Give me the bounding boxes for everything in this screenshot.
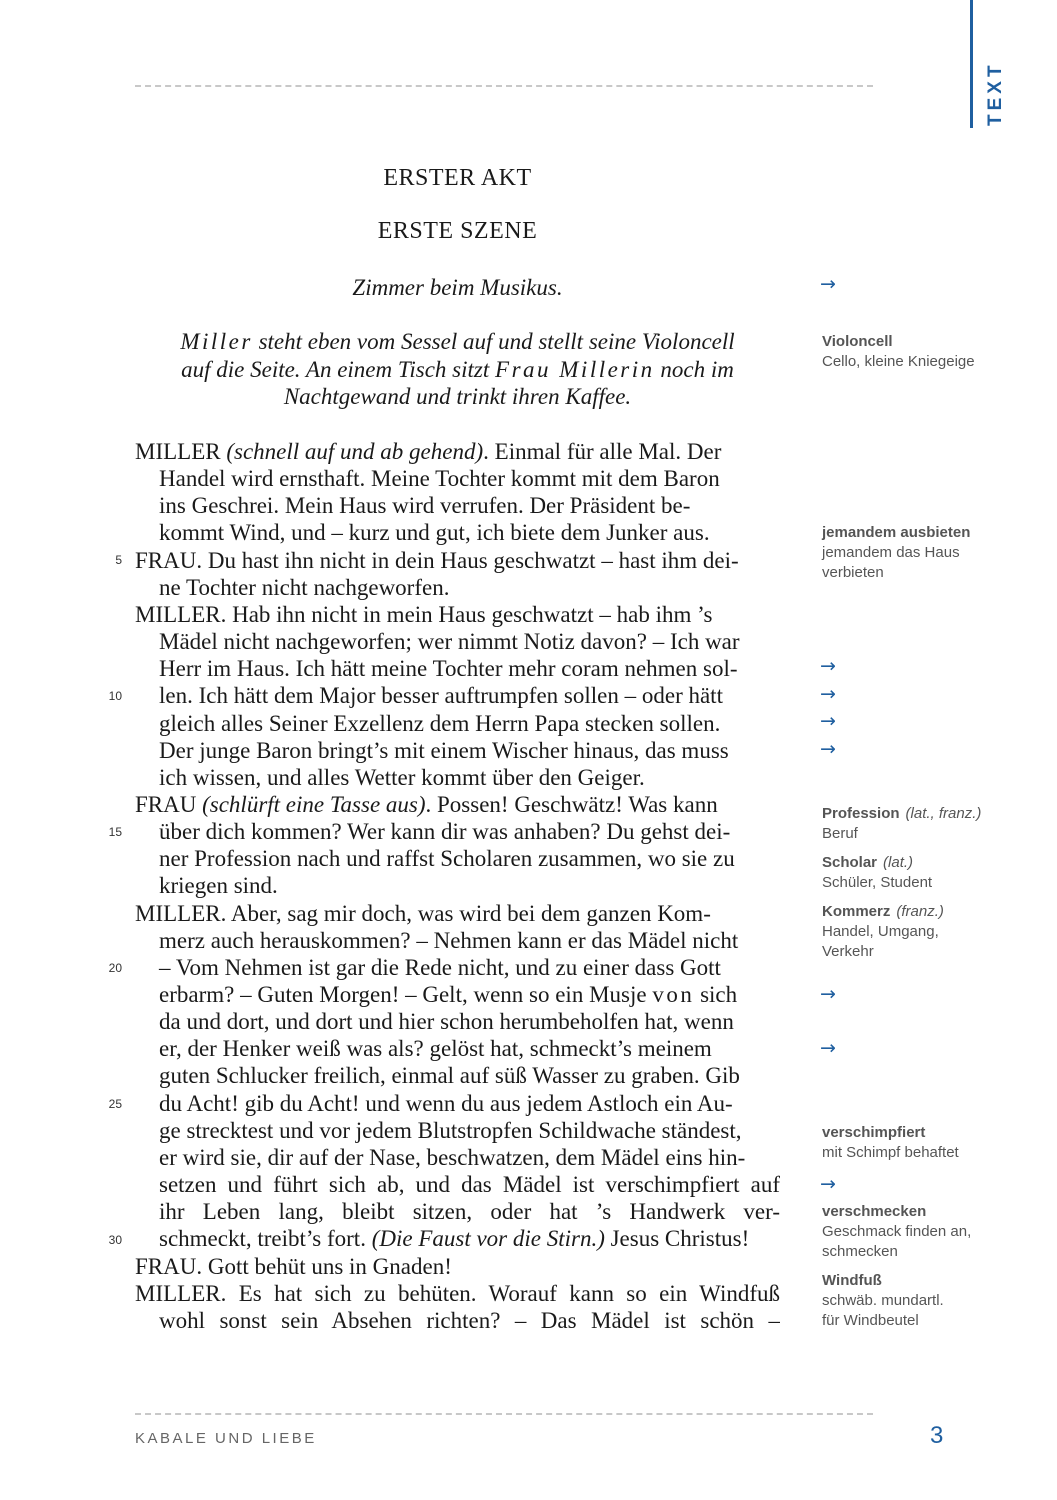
gloss-term: Violoncell [822, 333, 893, 350]
gloss-entry [822, 332, 1022, 372]
line-number: 25 [108, 1097, 122, 1111]
text-line: MILLER. Aber, sag mir doch, was wird bei dem ganzen Kom- [135, 900, 711, 926]
gloss-term: Kommerz [822, 903, 891, 920]
gloss-term: Scholar [822, 854, 878, 871]
text-line: guten Schlucker freilich, einmal auf süß Wasser zu graben. Gib [159, 1063, 740, 1089]
gloss-language: (lat., franz.) [905, 805, 982, 822]
gloss-definition: Schüler, Student [822, 874, 933, 891]
spaced-word: von [652, 982, 695, 1007]
text-line: Mädel nicht nachgeworfen; wer nimmt Notiz davon? – Ich war [159, 629, 740, 655]
gloss-entry [822, 1123, 1022, 1163]
character-name: Miller [180, 329, 253, 354]
text-line: ne Tochter nicht nachgeworfen. [159, 574, 450, 600]
character-name: Frau Millerin [495, 356, 655, 382]
gloss-entry [822, 902, 1022, 962]
arrow-right-icon: → [820, 655, 836, 677]
gloss-definition: schmecken [822, 1243, 898, 1260]
text-line: über dich kommen? Wer kann dir was anhaben? Du gehst dei- [159, 819, 731, 845]
text-line: len. Ich hätt dem Major besser auftrumpfen sollen – oder hätt [159, 683, 723, 709]
section-tab-label: TEXT [985, 61, 1006, 126]
gloss-term: verschmecken [822, 1203, 927, 1220]
text-line: FRAU (schlürft eine Tasse aus). Possen! Geschwätz! Was kann [135, 791, 718, 817]
text-line: er wird sie, dir auf der Nase, beschwatzen, dem Mädel eins hin- [159, 1144, 746, 1170]
text-line: FRAU. Gott behüt uns in Gnaden! [135, 1253, 452, 1279]
text-line: Herr im Haus. Ich hätt meine Tochter mehr coram nehmen sol- [159, 656, 738, 682]
text-line: ich wissen, und alles Wetter kommt über den Geiger. [159, 764, 645, 790]
text-line: du Acht! gib du Acht! und wenn du aus jedem Astloch ein Au- [159, 1090, 733, 1116]
gloss-language: (lat.) [883, 854, 914, 871]
text-line: gleich alles Seiner Exzellenz dem Herrn Papa stecken sollen. [159, 710, 721, 736]
top-dashed-rule [135, 85, 873, 87]
gloss-entry [822, 1202, 1022, 1262]
stage-direction-line: Miller steht eben vom Sessel auf und stellt seine Violoncell [180, 329, 735, 354]
text-line: setzen und führt sich ab, und das Mädel ist verschimpfiert auf [159, 1172, 780, 1198]
gloss-entry [822, 1271, 1022, 1331]
arrow-right-icon: → [820, 710, 836, 732]
arrow-right-icon: → [820, 683, 836, 705]
text-line: merz auch herauskommen? – Nehmen kann er das Mädel nicht [159, 927, 739, 953]
text-line: ner Profession nach und raffst Scholaren zusammen, wo sie zu [159, 846, 735, 872]
text-line: ihr Leben lang, bleibt sitzen, oder hat ’s Handwerk ver- [159, 1199, 780, 1225]
gloss-term: Profession [822, 805, 900, 822]
gloss-entry [822, 523, 1022, 583]
gloss-definition: verbieten [822, 564, 884, 581]
text-line: er, der Henker weiß was als? gelöst hat, schmeckt’s meinem [159, 1036, 712, 1062]
text-line: MILLER. Es hat sich zu behüten. Worauf kann so ein Windfuß [135, 1280, 780, 1306]
gloss-entry [822, 804, 1022, 844]
text-line: ge strecktest und vor jedem Blutstropfen Schildwache ständest, [159, 1117, 742, 1143]
gloss-definition: Handel, Umgang, [822, 923, 939, 940]
line-number: 10 [108, 689, 122, 703]
gloss-definition: jemandem das Haus [822, 544, 960, 561]
text-line: kriegen sind. [159, 873, 278, 899]
act-title: ERSTER AKT [383, 165, 532, 191]
gloss-definition: Geschmack finden an, [822, 1223, 972, 1240]
gloss-term: Windfuß [822, 1272, 882, 1289]
stage-direction-inline: (Die Faust vor die Stirn.) [371, 1226, 605, 1252]
arrow-right-icon: → [820, 1037, 836, 1059]
stage-direction-inline: (schlürft eine Tasse aus) [202, 791, 426, 817]
gloss-definition: Beruf [822, 825, 858, 842]
gloss-definition: Verkehr [822, 943, 874, 960]
text-line: Handel wird ernsthaft. Meine Tochter kommt mit dem Baron [159, 466, 720, 492]
scene-place: Zimmer beim Musikus. [352, 275, 563, 300]
scene-title: ERSTE SZENE [377, 218, 538, 244]
arrow-right-icon: → [820, 983, 836, 1005]
arrow-right-icon: → [820, 1173, 836, 1195]
stage-direction-line: auf die Seite. An einem Tisch sitzt Frau Millerin noch im [181, 356, 734, 382]
gloss-definition: mit Schimpf behaftet [822, 1144, 959, 1161]
gloss-definition: Cello, kleine Kniegeige [822, 353, 975, 370]
bottom-dashed-rule [135, 1413, 873, 1415]
line-number: 30 [108, 1233, 122, 1247]
gloss-definition: für Windbeutel [822, 1312, 919, 1329]
stage-direction-inline: (schnell auf und ab gehend) [226, 439, 484, 464]
line-number: 15 [108, 825, 122, 839]
line-number: 20 [108, 961, 122, 975]
text-line: wohl sonst sein Absehen richten? – Das Mädel ist schön – [159, 1307, 780, 1333]
stage-direction [135, 328, 780, 411]
text-line: – Vom Nehmen ist gar die Rede nicht, und zu einer dass Gott [159, 954, 721, 980]
line-number: 5 [115, 553, 122, 567]
text-line: erbarm? – Guten Morgen! – Gelt, wenn so ein Musje von sich [159, 982, 738, 1007]
gloss-term: jemandem ausbieten [822, 524, 971, 541]
arrow-right-icon: → [820, 273, 836, 295]
text-line: ins Geschrei. Mein Haus wird verrufen. Der Präsident be- [159, 493, 691, 519]
text-line: schmeckt, treibt’s fort. (Die Faust vor die Stirn.) Jesus Christus! [159, 1226, 750, 1252]
gloss-language: (franz.) [896, 903, 944, 920]
page-number: 3 [930, 1422, 944, 1449]
text-line: da und dort, und dort und hier schon herumbeholfen hat, wenn [159, 1009, 734, 1035]
text-line: Der junge Baron bringt’s mit einem Wischer hinaus, das muss [159, 737, 729, 763]
text-line: MILLER (schnell auf und ab gehend). Einmal für alle Mal. Der [135, 439, 722, 464]
arrow-right-icon: → [820, 738, 836, 760]
gloss-definition: schwäb. mundartl. [822, 1292, 944, 1309]
gloss-entry [822, 853, 1022, 893]
gloss-term: verschimpfiert [822, 1124, 926, 1141]
section-tab-bar [970, 0, 973, 128]
stage-direction-line: Nachtgewand und trinkt ihren Kaffee. [283, 384, 632, 409]
footer-book-title: KABALE UND LIEBE [135, 1430, 317, 1447]
text-line: MILLER. Hab ihn nicht in mein Haus geschwatzt – hab ihm ’s [135, 601, 713, 627]
text-line: kommt Wind, und – kurz und gut, ich biete dem Junker aus. [159, 520, 710, 546]
text-line: FRAU. Du hast ihn nicht in dein Haus geschwatzt – hast ihm dei- [135, 547, 739, 573]
